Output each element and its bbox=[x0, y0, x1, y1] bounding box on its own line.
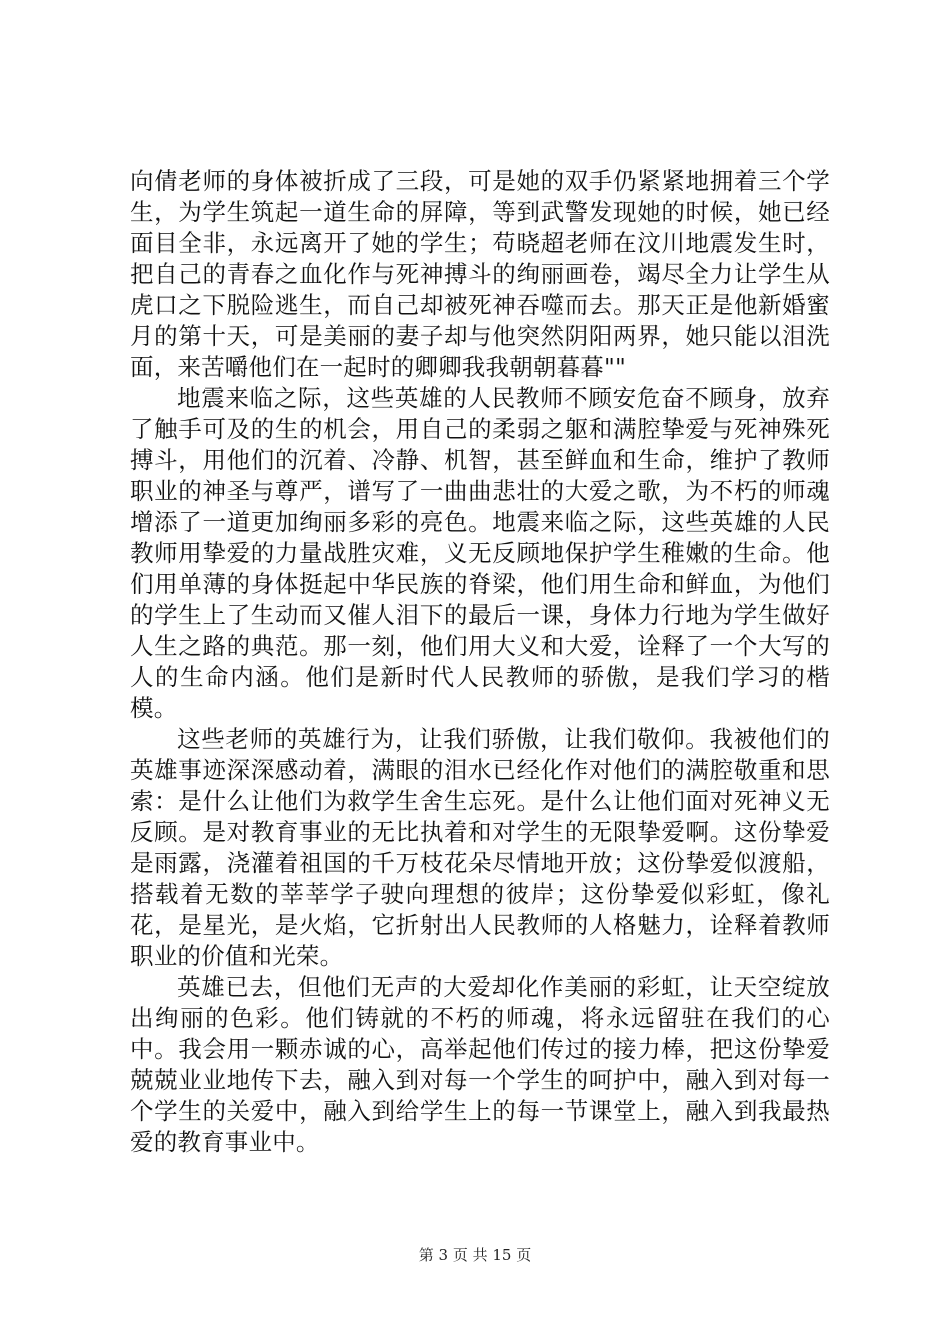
paragraph-2: 地震来临之际，这些英雄的人民教师不顾安危奋不顾身，放弃了触手可及的生的机会，用自己的柔弱之躯和满腔挚爱与死神殊死搏斗，用他们的沉着、冷静、机智，甚至鲜血和生命，维护了教师职业的神圣与尊严，谱写了一曲曲悲壮的大爱之歌，为不朽的师魂增添了一道更加绚丽多彩的亮色。地震来临之际，这些英雄的人民教师用挚爱的力量战胜灾难，义无反顾地保护学生稚嫩的生命。他们用单薄的身体挺起中华民族的脊梁，他们用生命和鲜血，为他们的学生上了生动而又催人泪下的最后一课，身体力行地为学生做好人生之路的典范。那一刻，他们用大义和大爱，诠释了一个大写的人的生命内涵。他们是新时代人民教师的骄傲，是我们学习的楷模。 bbox=[130, 384, 830, 722]
document-body bbox=[130, 166, 830, 1158]
paragraph-1: 向倩老师的身体被折成了三段，可是她的双手仍紧紧地拥着三个学生，为学生筑起一道生命的屏障，等到武警发现她的时候，她已经面目全非，永远离开了她的学生；苟晓超老师在汶川地震发生时，把自己的青春之血化作与死神搏斗的绚丽画卷，竭尽全力让学生从虎口之下脱险逃生，而自己却被死神吞噬而去。那天正是他新婚蜜月的第十天，可是美丽的妻子却与他突然阴阳两界，她只能以泪洗面，来苦嚼他们在一起时的卿卿我我朝朝暮暮"" bbox=[130, 167, 830, 381]
page-footer: 第 3 页 共 15 页 bbox=[418, 1246, 532, 1264]
paragraph-3: 这些老师的英雄行为，让我们骄傲，让我们敬仰。我被他们的英雄事迹深深感动着，满眼的泪水已经化作对他们的满腔敬重和思索：是什么让他们为救学生舍生忘死。是什么让他们面对死神义无反顾。是对教育事业的无比执着和对学生的无限挚爱啊。这份挚爱是雨露，浇灌着祖国的千万枝花朵尽情地开放；这份挚爱似渡船，搭载着无数的莘莘学子驶向理想的彼岸；这份挚爱似彩虹，像礼花，是星光，是火焰，它折射出人民教师的人格魅力，诠释着教师职业的价值和光荣。 bbox=[130, 725, 830, 970]
paragraph-4: 英雄已去，但他们无声的大爱却化作美丽的彩虹，让天空绽放出绚丽的色彩。他们铸就的不朽的师魂，将永远留驻在我们的心中。我会用一颗赤诚的心，高举起他们传过的接力棒，把这份挚爱兢兢业业地传下去，融入到对每一个学生的呵护中，融入到对每一个学生的关爱中，融入到给学生上的每一节课堂上，融入到我最热爱的教育事业中。 bbox=[130, 973, 830, 1156]
